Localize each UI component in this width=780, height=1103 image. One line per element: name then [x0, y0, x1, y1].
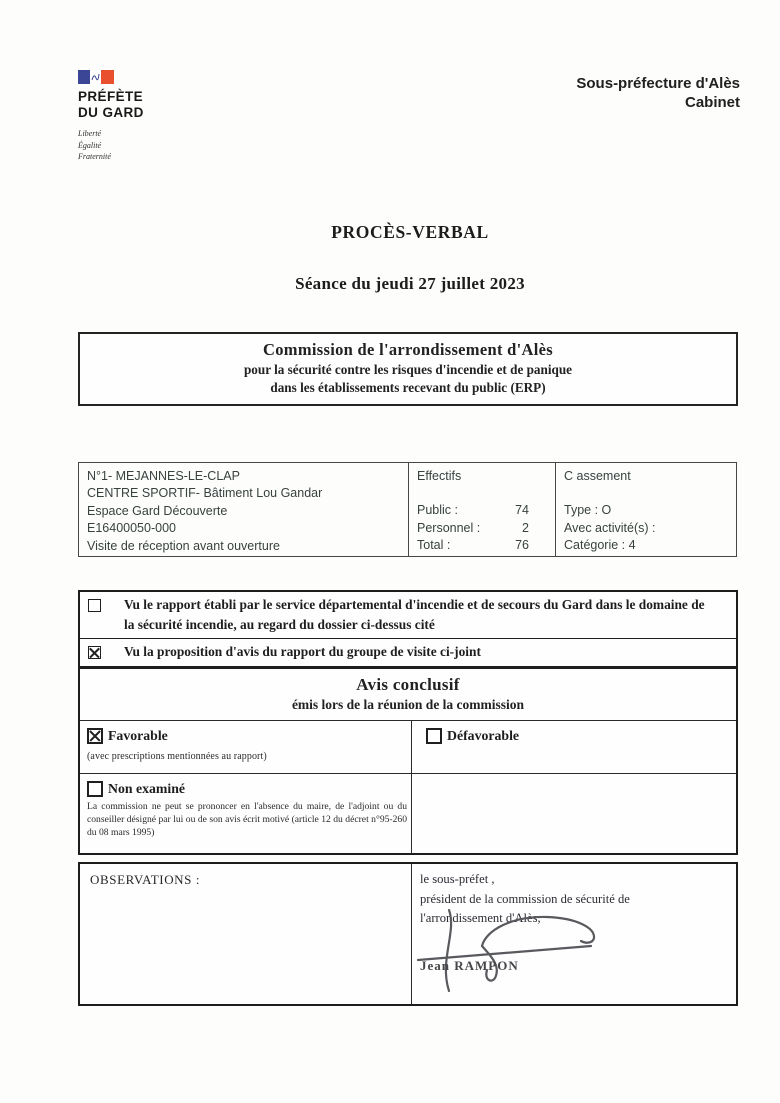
visit-type: Visite de réception avant ouverture [87, 538, 280, 553]
commission-name: Commission de l'arrondissement d'Alès [263, 340, 553, 359]
non-examine-note: La commission ne peut se prononcer en l'absence du maire, de l'adjoint ou du conseiller désigné par lui ou de son avis écrit motivé (article 12 du décret n°95-260 du 08 mars 1995) [87, 801, 407, 838]
effectifs-row-personnel: Personnel : 2 [417, 520, 529, 535]
vu-item-proposition: Vu la proposition d'avis du rapport du groupe de visite ci-joint [80, 639, 736, 666]
checkbox-icon [88, 599, 101, 612]
establishment-id: E16400050-000 [87, 521, 176, 536]
establishment-table [78, 462, 737, 557]
document-title: PROCÈS-VERBAL [331, 222, 489, 242]
classement-activites: Avec activité(s) : [564, 520, 656, 535]
establishment-site: Espace Gard Découverte [87, 503, 228, 518]
classement-categorie: Catégorie : 4 [564, 538, 636, 553]
checkbox-icon [87, 728, 103, 744]
classement-type: Type : O [564, 503, 612, 518]
favorable-label: Favorable [108, 728, 168, 743]
favorable-note: (avec prescriptions mentionnées au rapport) [87, 751, 267, 762]
avis-subtitle: émis lors de la réunion de la commission [291, 697, 525, 712]
signature-title-2: président de la commission de sécurité de [420, 891, 630, 906]
effectifs-row-public: Public : 74 [417, 503, 529, 518]
issuing-office [576, 74, 740, 112]
prefecture-logo [78, 70, 144, 163]
avis-conclusif-box [78, 667, 738, 855]
defavorable-cell [412, 721, 736, 773]
handwritten-signature-icon [416, 904, 676, 1000]
effectifs-cell [409, 463, 556, 556]
commission-title-box [78, 332, 738, 406]
office-name: Sous-préfecture d'Alès [576, 75, 740, 92]
avis-header [80, 669, 736, 721]
republic-motto: Liberté Égalité Fraternité [78, 129, 111, 161]
favorable-cell [80, 721, 412, 773]
defavorable-option [426, 728, 730, 744]
establishment-name: CENTRE SPORTIF- Bâtiment Lou Gandar [87, 486, 323, 501]
defavorable-label: Défavorable [447, 728, 520, 743]
signature-title-3: l'arrondissement d'Alès, [420, 911, 541, 925]
signature-title-1: le sous-préfet , [420, 872, 495, 886]
classement-header: C assement [564, 469, 631, 483]
empty-cell [412, 774, 736, 853]
effectifs-header: Effectifs [417, 469, 462, 483]
avis-title: Avis conclusif [356, 675, 460, 694]
classement-cell [556, 463, 736, 556]
establishment-number: N°1- MEJANNES-LE-CLAP [87, 469, 240, 483]
office-unit: Cabinet [684, 94, 740, 111]
session-date: Séance du jeudi 27 juillet 2023 [295, 274, 525, 293]
establishment-info [79, 463, 409, 556]
french-flag-icon [78, 70, 114, 84]
checkbox-icon [87, 781, 103, 797]
vu-item-rapport: Vu le rapport établi par le service départemental d'incendie et de secours du Gard dans le domaine de la sécurité incendie, au regard du dossier ci-dessus cité [80, 592, 736, 639]
commission-subtitle-1: pour la sécurité contre les risques d'incendie et de panique [243, 362, 573, 377]
non-examine-row [80, 774, 736, 853]
marianne-squiggle-icon [90, 70, 101, 84]
vu-checklist [78, 590, 738, 668]
observations-box [78, 862, 738, 1006]
checkbox-icon [426, 728, 442, 744]
non-examine-label: Non examiné [108, 781, 186, 796]
signatory-name: Jean RAMPON [420, 958, 519, 973]
prefecture-name: PRÉFÈTE DU GARD [78, 89, 144, 120]
effectifs-row-total: Total : 76 [417, 538, 529, 553]
commission-subtitle-2: dans les établissements recevant du public (ERP) [270, 380, 546, 395]
non-examine-option [87, 781, 405, 797]
avis-options-row [80, 721, 736, 774]
signature-cell [412, 864, 736, 1004]
observations-label: OBSERVATIONS : [80, 864, 412, 1004]
checkbox-icon [88, 646, 101, 659]
favorable-option [87, 728, 405, 744]
non-examine-cell [80, 774, 412, 853]
